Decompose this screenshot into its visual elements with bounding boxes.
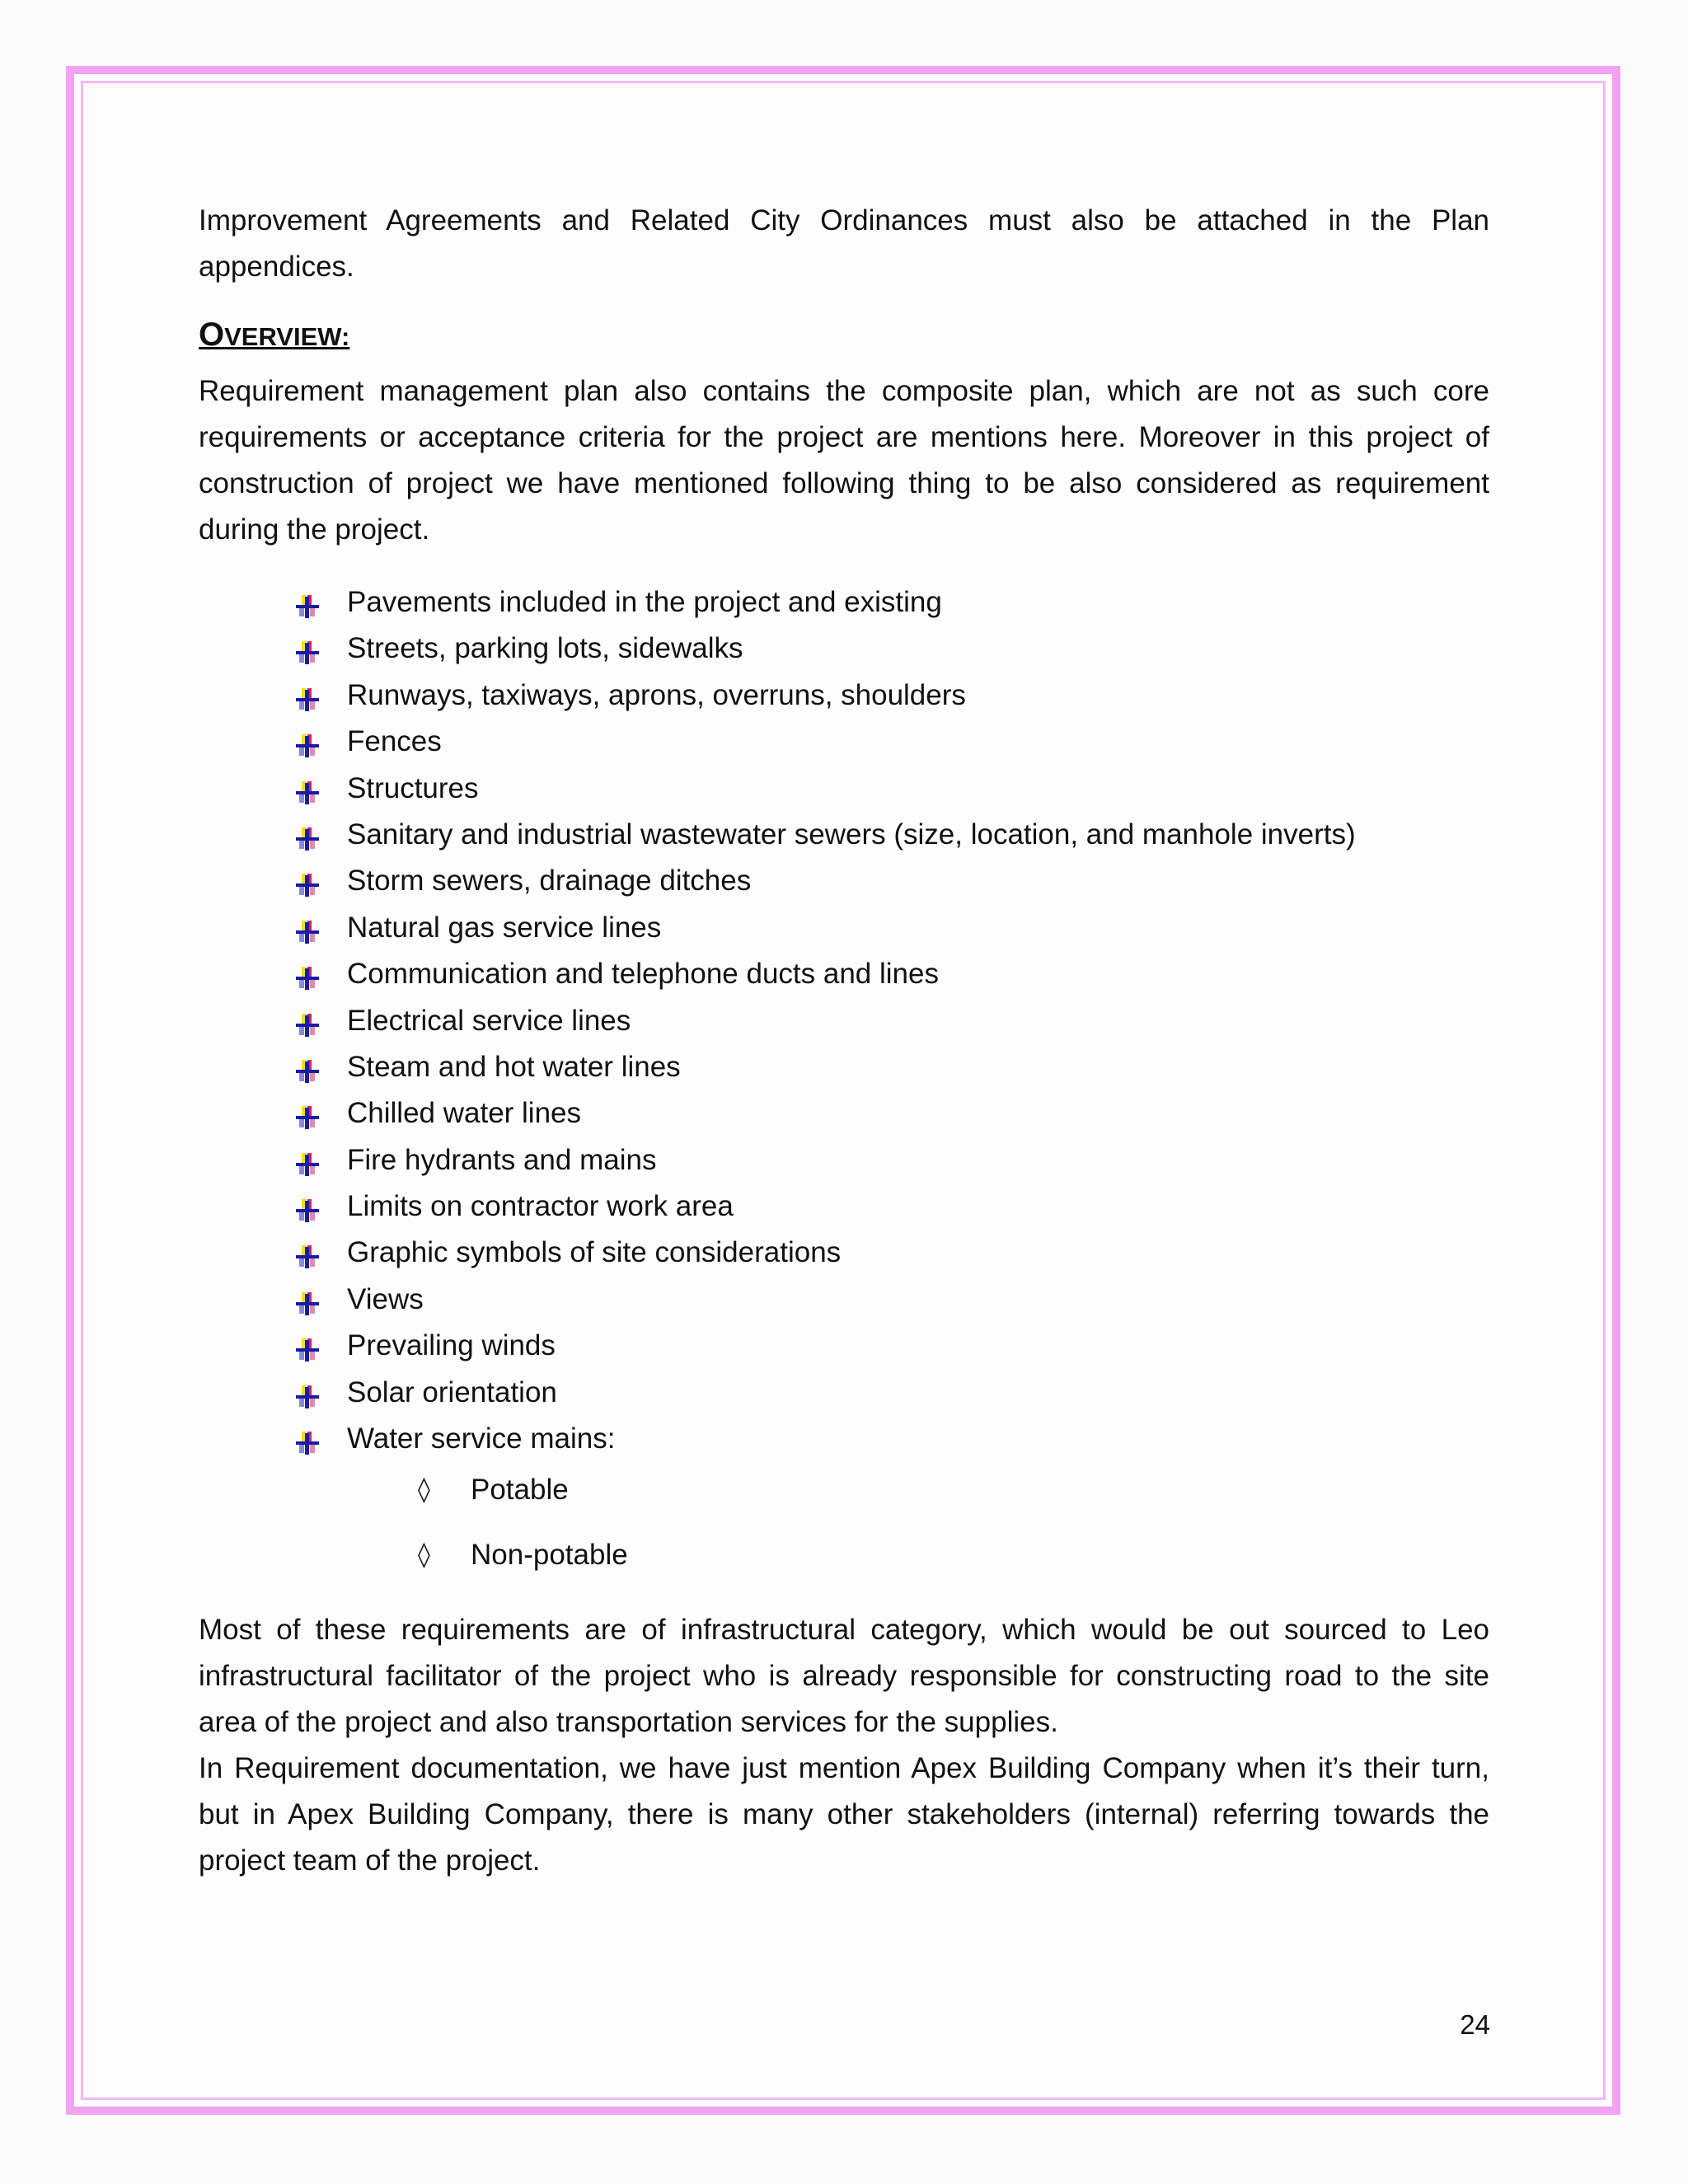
pushpin-bullet-icon <box>294 866 321 893</box>
page-content <box>199 198 1489 1884</box>
intro-paragraph: Improvement Agreements and Related City Ordinances must also be attached in the Plan appendices. <box>199 204 1489 283</box>
requirement-item-label: Sanitary and industrial wastewater sewers (size, location, and manhole inverts) <box>347 818 1356 851</box>
closing-paragraph-2: In Requirement documentation, we have just mention Apex Building Company when it’s their turn, but in Apex Building Company, there is many other stakeholders (internal) referring towards the project team of the project. <box>199 1752 1489 1877</box>
overview-heading-rest: VERVIEW: <box>224 322 350 351</box>
overview-heading-initial: O <box>199 316 225 353</box>
overview-paragraph: Requirement management plan also contains the composite plan, which are not as such core requirements or acceptance criteria for the project are mentions here. Moreover in this project of construction of project we have mentioned following thing to be also considered as requirement during the project. <box>199 375 1489 546</box>
requirement-item <box>294 719 1489 765</box>
closing-paragraph-1: Most of these requirements are of infrastructural category, which would be out sourced to Leo infrastructural facilitator of the project who is already responsible for constructing road to the site area of the project and also transportation services for the supplies. <box>199 1614 1489 1739</box>
requirement-item <box>294 626 1489 672</box>
requirement-item-label: Water service mains: <box>347 1422 616 1455</box>
pushpin-bullet-icon <box>294 1006 321 1033</box>
requirement-item-label: Fences <box>347 725 442 758</box>
requirement-item-label: Steam and hot water lines <box>347 1050 681 1083</box>
requirement-item-label: Electrical service lines <box>347 1004 631 1037</box>
pushpin-bullet-icon <box>294 774 321 800</box>
requirement-item <box>294 766 1489 812</box>
water-mains-subitem-label: Potable <box>471 1474 569 1507</box>
pushpin-bullet-icon <box>294 1285 321 1311</box>
requirement-item <box>294 579 1489 626</box>
requirement-item-label: Pavements included in the project and existing <box>347 586 942 618</box>
requirement-item-label: Streets, parking lots, sidewalks <box>347 632 743 665</box>
requirements-list <box>199 579 1489 1462</box>
requirement-item <box>294 1044 1489 1090</box>
requirement-item <box>294 1370 1489 1416</box>
requirement-item <box>294 1090 1489 1137</box>
pushpin-bullet-icon <box>294 1238 321 1264</box>
pushpin-bullet-icon <box>294 959 321 986</box>
diamond-bullet-icon: ◊ <box>418 1540 430 1570</box>
pushpin-bullet-icon <box>294 727 321 753</box>
pushpin-bullet-icon <box>294 588 321 614</box>
water-mains-subitem-label: Non-potable <box>471 1539 628 1572</box>
requirement-item <box>294 905 1489 951</box>
water-mains-sublist <box>199 1467 1489 1597</box>
water-mains-subitem <box>418 1467 1489 1532</box>
requirement-item-label: Chilled water lines <box>347 1097 582 1130</box>
requirement-item-label: Runways, taxiways, aprons, overruns, shoulders <box>347 678 966 711</box>
pushpin-bullet-icon <box>294 1331 321 1357</box>
requirement-item <box>294 1137 1489 1183</box>
requirement-item-label: Storm sewers, drainage ditches <box>347 865 752 898</box>
requirement-item <box>294 951 1489 997</box>
pushpin-bullet-icon <box>294 681 321 707</box>
pushpin-bullet-icon <box>294 1192 321 1218</box>
requirement-item-label: Graphic symbols of site considerations <box>347 1236 842 1269</box>
requirement-item-label: Structures <box>347 771 479 804</box>
requirement-item-label: Communication and telephone ducts and lines <box>347 958 939 991</box>
requirement-item-label: Prevailing winds <box>347 1329 556 1362</box>
water-mains-subitem <box>418 1532 1489 1597</box>
requirement-item-label: Solar orientation <box>347 1376 557 1408</box>
requirement-item <box>294 1323 1489 1369</box>
pushpin-bullet-icon <box>294 634 321 660</box>
pushpin-bullet-icon <box>294 1099 321 1125</box>
page-number: 24 <box>1460 2009 1490 2040</box>
diamond-bullet-icon: ◊ <box>418 1475 430 1505</box>
pushpin-bullet-icon <box>294 1146 321 1172</box>
requirement-item <box>294 1230 1489 1276</box>
requirement-item-label: Fire hydrants and mains <box>347 1143 657 1176</box>
pushpin-bullet-icon <box>294 913 321 940</box>
requirement-item <box>294 1277 1489 1323</box>
pushpin-bullet-icon <box>294 1424 321 1451</box>
pushpin-bullet-icon <box>294 820 321 846</box>
pushpin-bullet-icon <box>294 1052 321 1079</box>
requirement-item-label: Natural gas service lines <box>347 911 662 944</box>
requirement-item-label: Views <box>347 1282 424 1315</box>
requirement-item <box>294 858 1489 904</box>
requirement-item <box>294 1183 1489 1230</box>
overview-heading <box>199 312 1489 360</box>
requirement-item <box>294 998 1489 1044</box>
pushpin-bullet-icon <box>294 1378 321 1404</box>
requirement-item <box>294 673 1489 719</box>
requirement-item-label: Limits on contractor work area <box>347 1190 734 1223</box>
requirement-item <box>294 1416 1489 1462</box>
requirement-item <box>294 812 1489 858</box>
